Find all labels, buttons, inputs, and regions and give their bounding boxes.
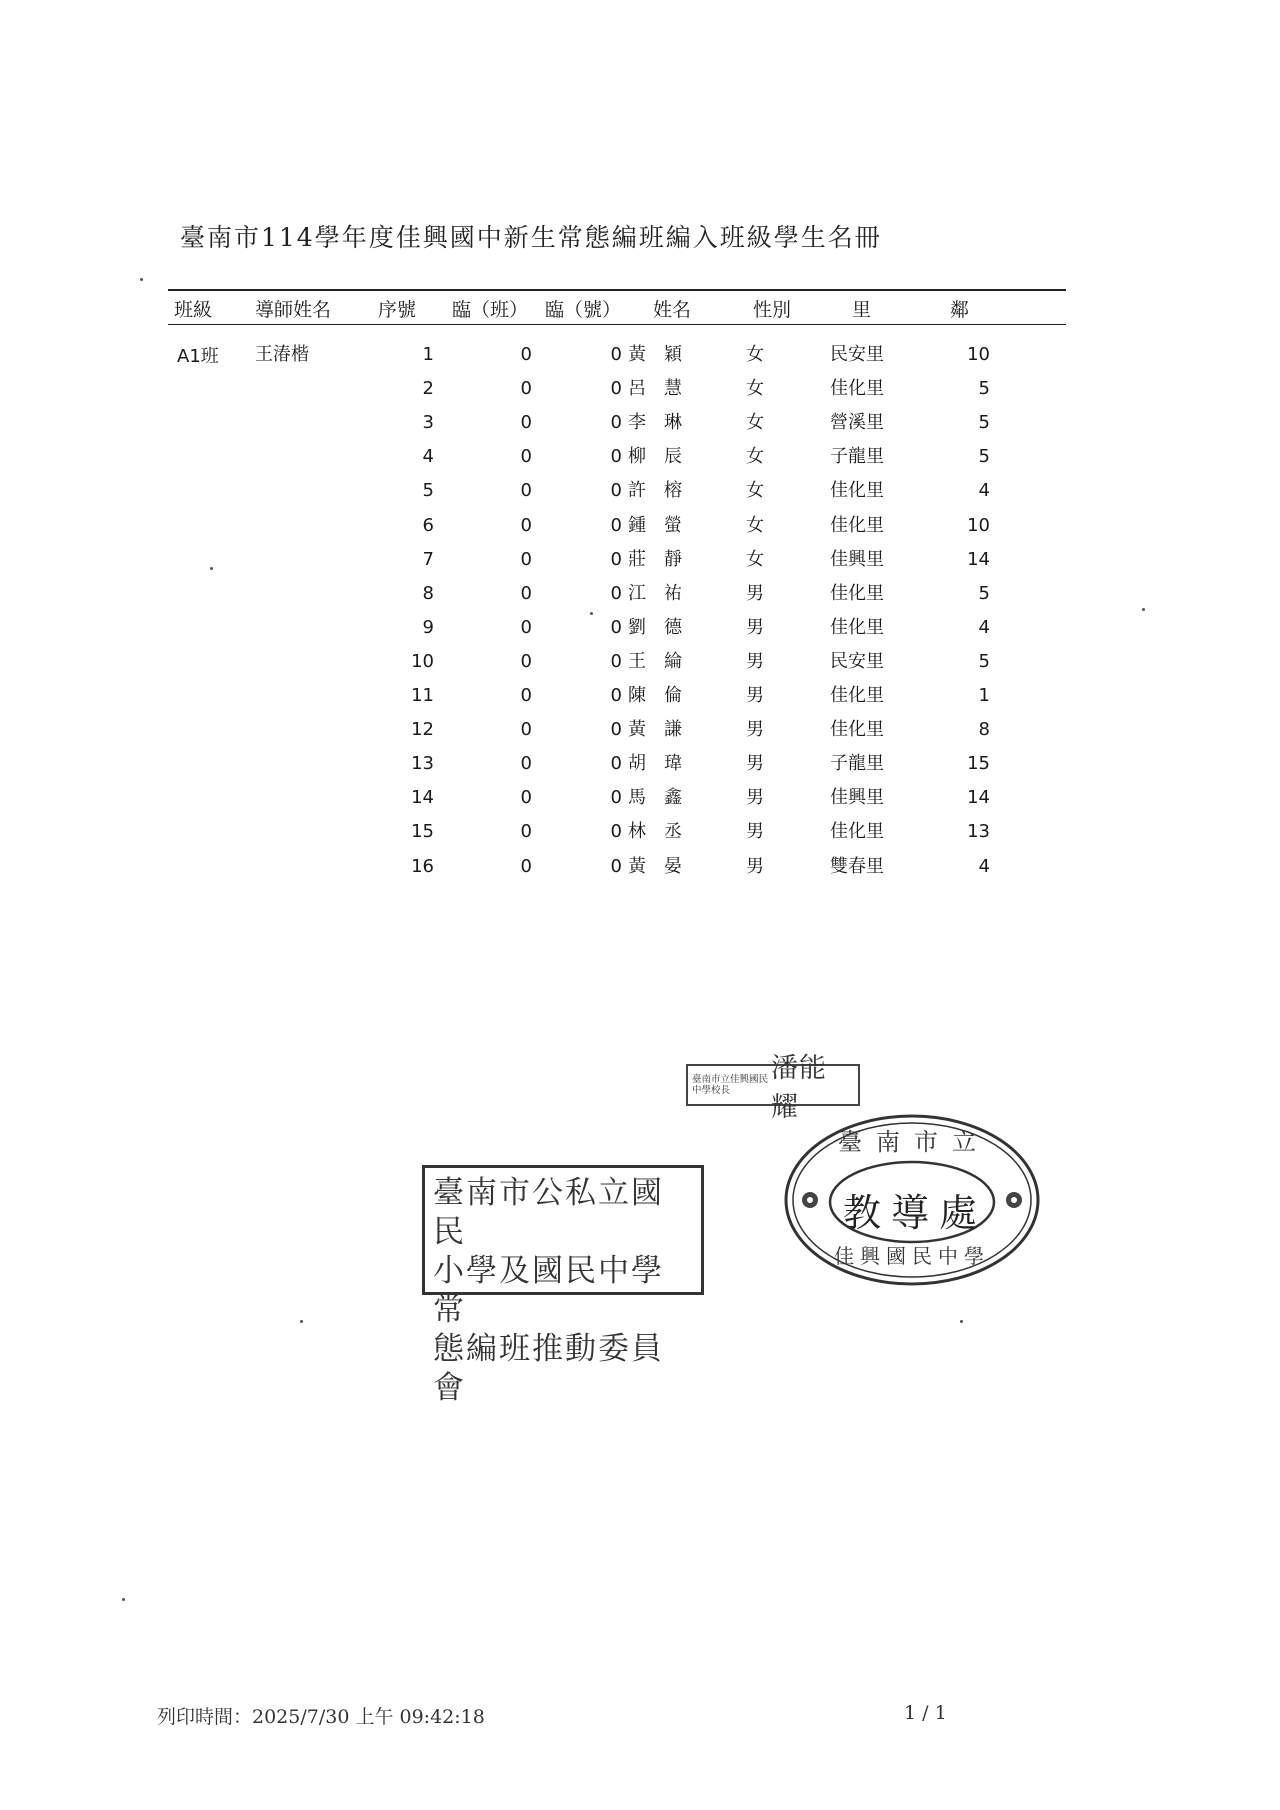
header-temp-class: 臨（班） — [452, 299, 529, 321]
row-temp-no: 0 — [610, 787, 622, 808]
row-temp-no: 0 — [610, 344, 622, 365]
row-gender: 男 — [746, 651, 764, 672]
row-seq: 1 — [422, 344, 434, 365]
scan-speck — [140, 278, 143, 281]
page-number: 1 / 1 — [904, 1702, 947, 1724]
row-village: 佳興里 — [830, 549, 884, 570]
row-seq: 2 — [422, 378, 434, 399]
scan-speck — [590, 612, 593, 615]
header-class: 班級 — [174, 299, 213, 321]
row-seq: 9 — [422, 617, 434, 638]
row-temp-no: 0 — [610, 412, 622, 433]
row-village: 雙春里 — [830, 856, 884, 877]
row-student-name: 黃 穎 — [628, 344, 682, 365]
row-gender: 女 — [746, 412, 764, 433]
row-neighborhood: 10 — [967, 344, 990, 365]
committee-stamp-line: 態編班推動委員會 — [433, 1331, 664, 1406]
row-village: 佳化里 — [830, 685, 884, 706]
row-seq: 5 — [422, 480, 434, 501]
row-seq: 12 — [411, 719, 434, 740]
document-title: 臺南市114學年度佳興國中新生常態編班編入班級學生名冊 — [180, 223, 882, 252]
row-gender: 男 — [746, 753, 764, 774]
row-temp-no: 0 — [610, 753, 622, 774]
row-gender: 男 — [746, 719, 764, 740]
row-temp-no: 0 — [610, 583, 622, 604]
row-neighborhood: 5 — [978, 583, 990, 604]
row-temp-no: 0 — [610, 378, 622, 399]
row-student-name: 鍾 螢 — [628, 515, 682, 536]
row-student-name: 黃 謙 — [628, 719, 682, 740]
row-student-name: 李 琳 — [628, 412, 682, 433]
row-neighborhood: 8 — [978, 719, 990, 740]
row-temp-no: 0 — [610, 719, 622, 740]
row-village: 佳興里 — [830, 787, 884, 808]
header-village: 里 — [852, 299, 872, 321]
principal-stamp — [686, 1053, 860, 1123]
row-seq: 7 — [422, 549, 434, 570]
row-gender: 女 — [746, 446, 764, 467]
row-temp-class: 0 — [520, 446, 532, 467]
row-student-name: 陳 倫 — [628, 685, 682, 706]
row-temp-class: 0 — [520, 651, 532, 672]
table-top-rule — [168, 289, 1066, 291]
row-temp-no: 0 — [610, 821, 622, 842]
class-name: A1班 — [177, 346, 219, 367]
row-student-name: 呂 慧 — [628, 378, 682, 399]
committee-stamp-line: 臺南市公私立國民 — [433, 1175, 664, 1250]
row-temp-no: 0 — [610, 856, 622, 877]
print-time: 列印時間：2025/7/30 上午 09:42:18 — [157, 1706, 485, 1728]
row-gender: 女 — [746, 344, 764, 365]
office-seal-top: 臺南市立 — [838, 1128, 990, 1156]
office-seal-center: 教導處 — [842, 1191, 987, 1235]
row-neighborhood: 14 — [967, 787, 990, 808]
row-neighborhood: 15 — [967, 753, 990, 774]
row-temp-no: 0 — [610, 617, 622, 638]
row-village: 子龍里 — [830, 446, 884, 467]
table-header-rule — [168, 324, 1066, 325]
scan-speck — [210, 567, 213, 570]
row-temp-no: 0 — [610, 685, 622, 706]
row-gender: 女 — [746, 515, 764, 536]
header-seq: 序號 — [378, 299, 417, 321]
row-village: 佳化里 — [830, 583, 884, 604]
row-student-name: 王 綸 — [628, 651, 682, 672]
row-neighborhood: 1 — [978, 685, 990, 706]
row-neighborhood: 5 — [978, 378, 990, 399]
header-neighborhood: 鄰 — [950, 299, 970, 321]
row-student-name: 劉 德 — [628, 617, 682, 638]
principal-stamp-label: 臺南市立佳興國民中學校長 — [692, 1074, 769, 1096]
row-seq: 8 — [422, 583, 434, 604]
row-seq: 3 — [422, 412, 434, 433]
row-seq: 10 — [411, 651, 434, 672]
row-temp-no: 0 — [610, 515, 622, 536]
header-gender: 性別 — [753, 299, 792, 321]
row-temp-class: 0 — [520, 787, 532, 808]
row-neighborhood: 4 — [978, 617, 990, 638]
row-temp-no: 0 — [610, 446, 622, 467]
row-gender: 女 — [746, 549, 764, 570]
row-temp-class: 0 — [520, 685, 532, 706]
row-village: 民安里 — [830, 344, 884, 365]
row-gender: 男 — [746, 617, 764, 638]
row-student-name: 黃 晏 — [628, 856, 682, 877]
row-gender: 男 — [746, 583, 764, 604]
header-temp-no: 臨（號） — [545, 299, 622, 321]
row-temp-class: 0 — [520, 617, 532, 638]
row-student-name: 馬 鑫 — [628, 787, 682, 808]
row-village: 子龍里 — [830, 753, 884, 774]
row-temp-class: 0 — [520, 344, 532, 365]
principal-stamp-name: 潘能耀 — [771, 1053, 828, 1123]
row-seq: 6 — [422, 515, 434, 536]
row-seq: 4 — [422, 446, 434, 467]
row-temp-class: 0 — [520, 515, 532, 536]
row-gender: 男 — [746, 856, 764, 877]
row-temp-class: 0 — [520, 412, 532, 433]
row-village: 佳化里 — [830, 719, 884, 740]
row-village: 佳化里 — [830, 515, 884, 536]
row-student-name: 林 丞 — [628, 821, 682, 842]
row-seq: 13 — [411, 753, 434, 774]
row-temp-class: 0 — [520, 719, 532, 740]
row-neighborhood: 5 — [978, 651, 990, 672]
header-teacher: 導師姓名 — [255, 299, 332, 321]
row-temp-class: 0 — [520, 480, 532, 501]
row-gender: 男 — [746, 787, 764, 808]
row-temp-class: 0 — [520, 821, 532, 842]
row-village: 佳化里 — [830, 821, 884, 842]
row-temp-class: 0 — [520, 753, 532, 774]
row-gender: 男 — [746, 821, 764, 842]
scan-speck — [300, 1320, 303, 1323]
row-neighborhood: 5 — [978, 446, 990, 467]
row-temp-no: 0 — [610, 651, 622, 672]
scan-speck — [960, 1320, 963, 1323]
row-village: 營溪里 — [830, 412, 884, 433]
row-neighborhood: 4 — [978, 856, 990, 877]
row-temp-class: 0 — [520, 583, 532, 604]
teacher-name: 王湷楷 — [255, 344, 309, 365]
row-temp-class: 0 — [520, 549, 532, 570]
row-temp-class: 0 — [520, 378, 532, 399]
row-gender: 女 — [746, 480, 764, 501]
row-seq: 11 — [411, 685, 434, 706]
row-student-name: 柳 辰 — [628, 446, 682, 467]
row-village: 民安里 — [830, 651, 884, 672]
office-seal-bottom: 佳興國民中學 — [834, 1244, 990, 1268]
row-temp-no: 0 — [610, 480, 622, 501]
scan-speck — [122, 1598, 125, 1601]
scan-speck — [1142, 608, 1145, 611]
row-student-name: 胡 瑋 — [628, 753, 682, 774]
row-seq: 16 — [411, 856, 434, 877]
row-student-name: 莊 靜 — [628, 549, 682, 570]
row-seq: 15 — [411, 821, 434, 842]
row-student-name: 江 祐 — [628, 583, 682, 604]
row-village: 佳化里 — [830, 378, 884, 399]
row-temp-class: 0 — [520, 856, 532, 877]
row-gender: 女 — [746, 378, 764, 399]
row-neighborhood: 14 — [967, 549, 990, 570]
row-village: 佳化里 — [830, 617, 884, 638]
committee-stamp-line: 小學及國民中學常 — [433, 1253, 664, 1328]
row-temp-no: 0 — [610, 549, 622, 570]
row-neighborhood: 4 — [978, 480, 990, 501]
row-village: 佳化里 — [830, 480, 884, 501]
row-neighborhood: 13 — [967, 821, 990, 842]
committee-stamp — [422, 1165, 704, 1406]
row-neighborhood: 10 — [967, 515, 990, 536]
office-seal — [782, 1108, 1042, 1288]
header-name: 姓名 — [653, 299, 692, 321]
row-student-name: 許 榕 — [628, 480, 682, 501]
row-neighborhood: 5 — [978, 412, 990, 433]
row-gender: 男 — [746, 685, 764, 706]
row-seq: 14 — [411, 787, 434, 808]
